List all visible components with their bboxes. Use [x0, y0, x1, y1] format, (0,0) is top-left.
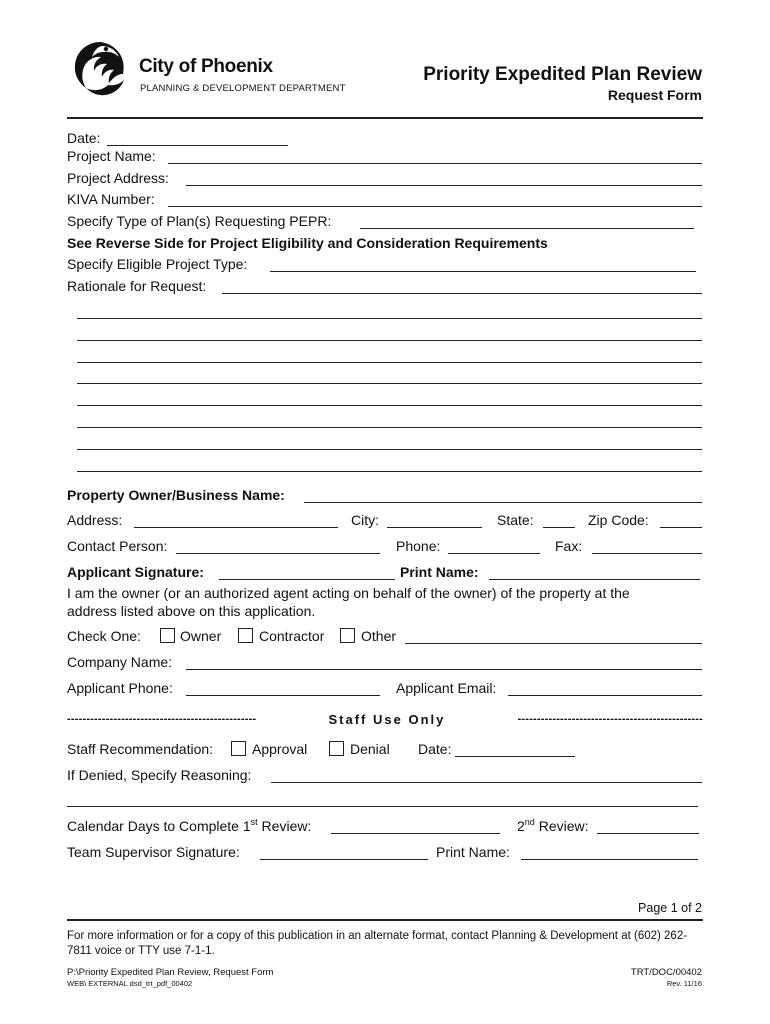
project-name-field[interactable]	[168, 163, 702, 164]
phoenix-logo	[69, 38, 131, 100]
project-address-field[interactable]	[186, 185, 702, 186]
eligible-type-label: Specify Eligible Project Type:	[67, 256, 248, 272]
rationale-line[interactable]	[77, 362, 702, 363]
org-name: City of Phoenix	[139, 56, 273, 77]
owner-phone-field[interactable]	[448, 553, 540, 554]
rationale-line[interactable]	[77, 405, 702, 406]
rationale-label: Rationale for Request:	[67, 278, 207, 294]
staff-date-field[interactable]	[455, 756, 575, 757]
owner-address-label: Address:	[67, 512, 123, 528]
check-one-label: Check One:	[67, 628, 141, 644]
owner-name-field[interactable]	[304, 502, 702, 503]
denied-reasoning-field[interactable]	[271, 782, 702, 783]
other-option-label: Other	[361, 628, 397, 644]
second-review-label: 2nd Review:	[517, 817, 589, 834]
kiva-number-field[interactable]	[168, 206, 702, 207]
owner-name-label: Property Owner/Business Name:	[67, 487, 285, 503]
company-name-label: Company Name:	[67, 654, 173, 670]
owner-state-field[interactable]	[543, 527, 575, 528]
applicant-phone-field[interactable]	[186, 695, 380, 696]
footer-divider	[67, 919, 703, 921]
reverse-side-note: See Reverse Side for Project Eligibility and Consideration Requirements	[67, 235, 548, 251]
form-title: Priority Expedited Plan Review	[423, 64, 702, 85]
eligible-type-field[interactable]	[270, 271, 696, 272]
project-address-label: Project Address:	[67, 170, 169, 186]
rationale-line[interactable]	[77, 318, 702, 319]
file-path: P:\Priority Expedited Plan Review, Request Form	[67, 967, 274, 978]
owner-statement-line1: I am the owner (or an authorized agent acting on behalf of the owner) of the property at the	[67, 585, 630, 601]
header-divider	[67, 117, 703, 119]
supervisor-print-name-label: Print Name:	[436, 844, 510, 860]
other-checkbox[interactable]	[340, 628, 355, 643]
owner-city-label: City:	[351, 512, 379, 528]
calendar-days-label: Calendar Days to Complete 1st Review:	[67, 817, 312, 834]
staff-date-label: Date:	[418, 741, 452, 757]
contractor-option-label: Contractor	[259, 628, 325, 644]
contact-person-label: Contact Person:	[67, 538, 168, 554]
rationale-line[interactable]	[77, 449, 702, 450]
owner-phone-label: Phone:	[396, 538, 441, 554]
denial-label: Denial	[350, 741, 390, 757]
owner-city-field[interactable]	[387, 527, 482, 528]
staff-use-heading: Staff Use Only	[328, 711, 446, 727]
divider-dashes: ------------------------------------------------	[517, 713, 703, 725]
applicant-print-name-label: Print Name:	[400, 564, 479, 580]
plan-type-label: Specify Type of Plan(s) Requesting PEPR:	[67, 213, 332, 229]
page-number: Page 1 of 2	[638, 901, 702, 915]
second-review-field[interactable]	[597, 833, 699, 834]
contact-person-field[interactable]	[176, 553, 380, 554]
owner-statement-line2: address listed above on this application.	[67, 603, 316, 619]
owner-option-label: Owner	[180, 628, 222, 644]
owner-zip-label: Zip Code:	[588, 512, 649, 528]
rationale-line[interactable]	[77, 383, 702, 384]
rationale-line[interactable]	[77, 340, 702, 341]
document-code: TRT/DOC/00402	[630, 967, 702, 978]
staff-use-divider	[67, 711, 703, 727]
other-specify-field[interactable]	[405, 643, 702, 644]
rationale-line[interactable]	[77, 427, 702, 428]
kiva-number-label: KIVA Number:	[67, 191, 155, 207]
approval-label: Approval	[252, 741, 308, 757]
revision-date: Rev. 11/16	[666, 979, 702, 988]
owner-fax-label: Fax:	[555, 538, 583, 554]
owner-checkbox[interactable]	[160, 628, 175, 643]
contractor-checkbox[interactable]	[238, 628, 253, 643]
owner-fax-field[interactable]	[592, 553, 702, 554]
approval-checkbox[interactable]	[231, 741, 246, 756]
department-name: PLANNING & DEVELOPMENT DEPARTMENT	[140, 83, 346, 94]
rationale-field[interactable]	[222, 293, 702, 294]
supervisor-print-name-field[interactable]	[521, 859, 698, 860]
company-name-field[interactable]	[186, 669, 702, 670]
date-field[interactable]	[107, 145, 288, 146]
staff-recommendation-label: Staff Recommendation:	[67, 741, 214, 757]
applicant-print-name-field[interactable]	[489, 579, 700, 580]
rationale-line[interactable]	[77, 471, 702, 472]
owner-zip-field[interactable]	[660, 527, 702, 528]
applicant-email-label: Applicant Email:	[396, 680, 497, 696]
denial-checkbox[interactable]	[329, 741, 344, 756]
owner-address-field[interactable]	[134, 527, 338, 528]
denied-reasoning-label: If Denied, Specify Reasoning:	[67, 767, 252, 783]
supervisor-signature-label: Team Supervisor Signature:	[67, 844, 240, 860]
date-label: Date:	[67, 130, 101, 146]
plan-type-field[interactable]	[360, 228, 694, 229]
divider-dashes: -------------------------------------------------	[67, 713, 257, 725]
project-name-label: Project Name:	[67, 148, 156, 164]
form-subtitle: Request Form	[607, 87, 702, 103]
footer-info: For more information or for a copy of this publication in an alternate format, contact Planning & Development at (602) 262-7811 voice or TTY use 7-1-1.	[67, 930, 688, 957]
applicant-email-field[interactable]	[508, 695, 702, 696]
applicant-phone-label: Applicant Phone:	[67, 680, 173, 696]
denied-reasoning-line[interactable]	[67, 806, 698, 807]
web-path: WEB\ EXTERNAL dsd_trt_pdf_00402	[67, 979, 193, 988]
owner-state-label: State:	[497, 512, 534, 528]
first-review-field[interactable]	[331, 833, 500, 834]
applicant-signature-field[interactable]	[219, 579, 395, 580]
supervisor-signature-field[interactable]	[260, 859, 428, 860]
applicant-signature-label: Applicant Signature:	[67, 564, 204, 580]
